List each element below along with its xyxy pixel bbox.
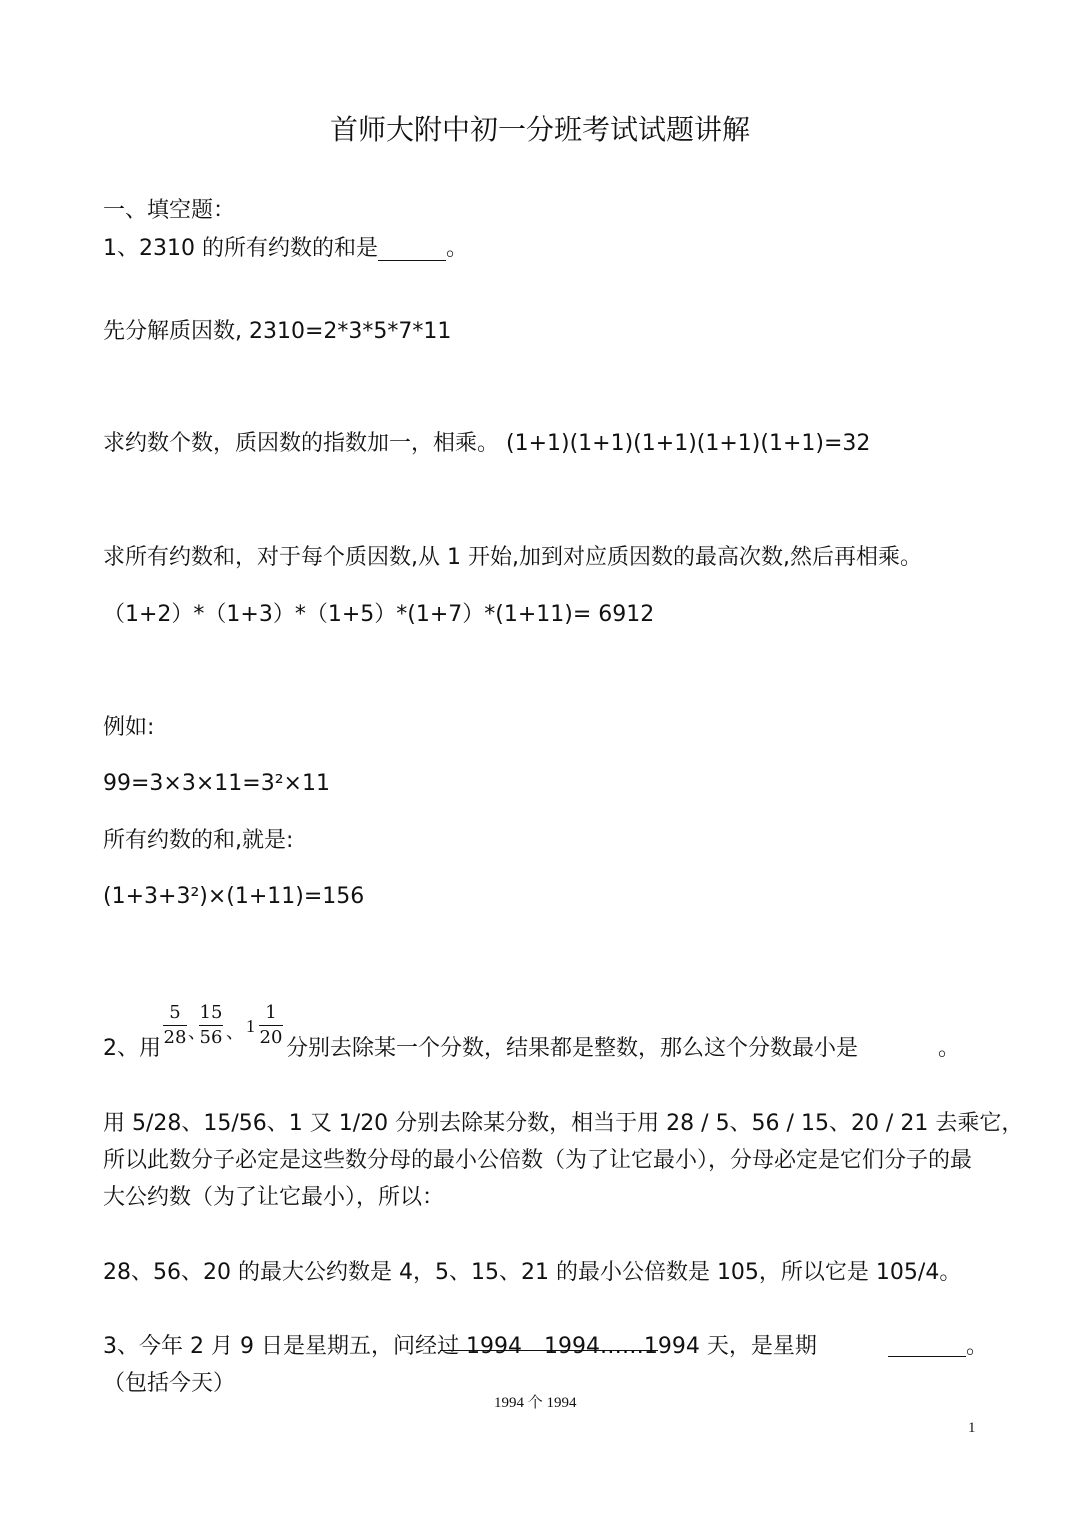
q2-explanation-4: 28、56、20 的最大公约数是 4，5、15、21 的最小公倍数是 105，所以它是 105/4。 (103, 1260, 962, 1285)
question-2-period: 。 (938, 1036, 961, 1061)
fraction-bar (163, 1025, 187, 1026)
separator: 、 (226, 1022, 244, 1042)
question-1-period: 。 (445, 236, 468, 261)
page-number: 1 (968, 1420, 976, 1436)
example-line-1: 99=3×3×11=3²×11 (103, 771, 330, 796)
brace-annotation: 1994 个 1994 (494, 1395, 577, 1411)
section-heading: 一、填空题： (103, 198, 236, 223)
example-line-2: 所有约数的和,就是: (103, 828, 294, 853)
question-2-text: 分别去除某一个分数，结果都是整数，那么这个分数最小是 (286, 1036, 859, 1061)
mixed-number-whole: 1 (246, 1016, 255, 1036)
q2-explanation-1: 用 5/28、15/56、1 又 1/20 分别去除某分数，相当于用 28 / 5、56 / 15、20 / 21 去乘它， (103, 1111, 1024, 1136)
fraction-5-28 (163, 1004, 187, 1047)
fraction-denominator: 28 (163, 1027, 187, 1048)
fraction-numerator: 1 (265, 1002, 277, 1023)
question-1 (103, 238, 468, 261)
fraction-denominator: 20 (259, 1027, 283, 1048)
example-line-3: (1+3+3²)×(1+11)=156 (103, 884, 365, 909)
fraction-bar (199, 1025, 223, 1026)
answer-blank[interactable] (378, 238, 446, 261)
fraction-numerator: 5 (169, 1002, 181, 1023)
page-title: 首师大附中初一分班考试试题讲解 (329, 113, 750, 146)
fraction-denominator: 56 (199, 1027, 223, 1048)
question-3-note: （包括今天） (103, 1371, 236, 1396)
q1-step-divisor-count: 求约数个数，质因数的指数加一，相乘。 (1+1)(1+1)(1+1)(1+1)(1+1)=32 (103, 431, 871, 456)
question-2-prefix: 2、用 (103, 1036, 161, 1061)
q2-explanation-3: 大公约数（为了让它最小），所以： (103, 1185, 445, 1210)
example-label: 例如: (103, 715, 155, 740)
fraction-1-20 (259, 1004, 283, 1047)
answer-blank[interactable] (888, 1356, 966, 1357)
q1-step-result: （1+2）*（1+3）*（1+5）*(1+7）*(1+11)= 6912 (103, 602, 655, 627)
q1-step-divisor-sum: 求所有约数和，对于每个质因数,从 1 开始,加到对应质因数的最高次数,然后再相乘。 (103, 545, 922, 570)
question-3: 3、今年 2 月 9 日是星期五，问经过 1994 1994……1994 天，是星期 (103, 1334, 817, 1359)
separator: 、 (188, 1022, 206, 1042)
question-1-text: 1、2310 的所有约数的和是 (103, 236, 378, 261)
question-3-period: 。 (966, 1334, 989, 1359)
fraction-bar (259, 1025, 283, 1026)
q1-step-factorize: 先分解质因数, 2310=2*3*5*7*11 (103, 319, 452, 344)
q2-explanation-2: 所以此数分子必定是这些数分母的最小公倍数（为了让它最小），分母必定是它们分子的最 (103, 1148, 973, 1173)
fraction-numerator: 15 (199, 1002, 223, 1023)
fraction-15-56 (199, 1004, 223, 1047)
brace-line (440, 1350, 658, 1351)
